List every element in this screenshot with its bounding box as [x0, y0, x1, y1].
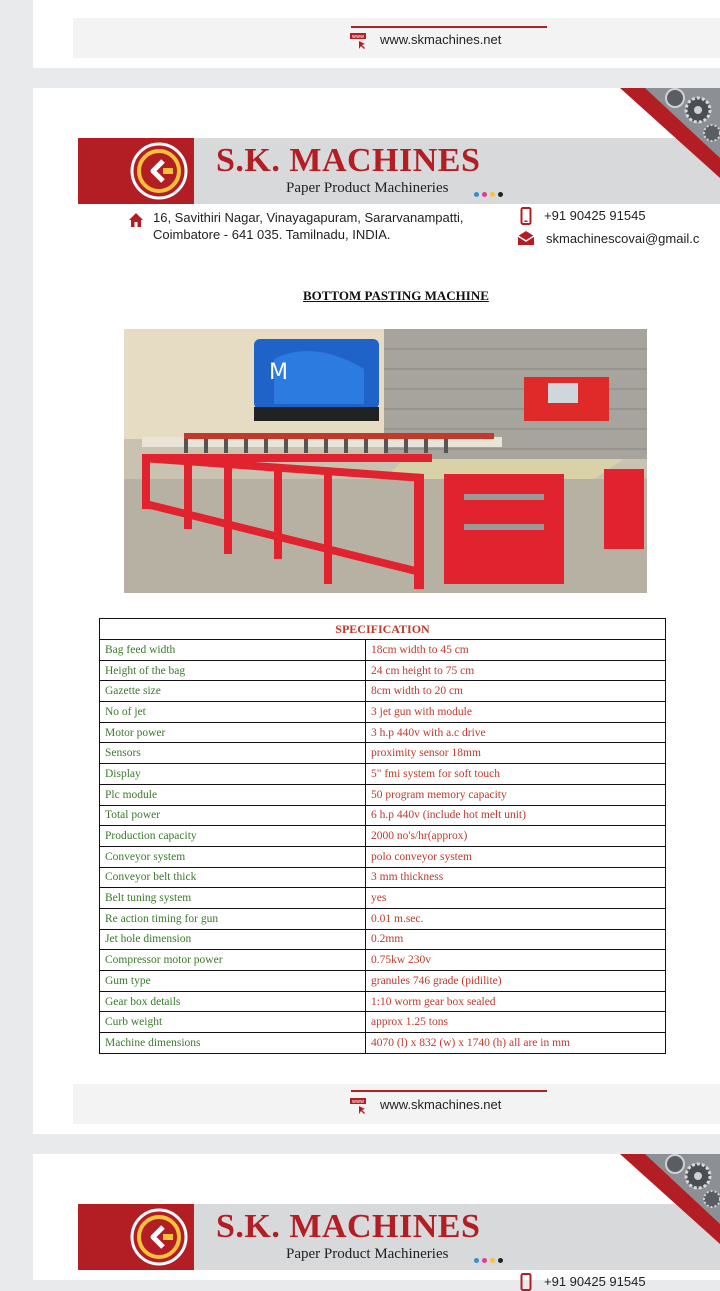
spec-label: Gazette size [100, 681, 366, 702]
spec-row [100, 764, 666, 785]
spec-row [100, 784, 666, 805]
svg-text:www: www [351, 34, 365, 40]
home-icon [128, 212, 144, 228]
spec-value: 0.01 m.sec. [366, 908, 666, 929]
tagline-dots [474, 1258, 503, 1263]
spec-row [100, 867, 666, 888]
spec-label: Gear box details [100, 991, 366, 1012]
spec-table [99, 618, 666, 1054]
spec-row [100, 702, 666, 723]
spec-label: Belt tuning system [100, 888, 366, 909]
spec-label: Curb weight [100, 1012, 366, 1033]
company-logo-icon [129, 1207, 189, 1267]
spec-value: 3 jet gun with module [366, 702, 666, 723]
document-title: BOTTOM PASTING MACHINE [303, 288, 489, 303]
spec-label: Motor power [100, 722, 366, 743]
spec-label: Plc module [100, 784, 366, 805]
spec-value: approx 1.25 tons [366, 1012, 666, 1033]
spec-header-row [100, 619, 666, 640]
company-phone[interactable]: +91 90425 91545 [544, 208, 646, 223]
spec-label: Display [100, 764, 366, 785]
svg-text:www: www [351, 1099, 365, 1105]
spec-row [100, 1012, 666, 1033]
spec-value: 24 cm height to 75 cm [366, 660, 666, 681]
page-2 [33, 88, 720, 1134]
spec-label: Total power [100, 805, 366, 826]
spec-row [100, 846, 666, 867]
spec-value: 5" fmi system for soft touch [366, 764, 666, 785]
spec-row [100, 929, 666, 950]
spec-row [100, 991, 666, 1012]
spec-value: 50 program memory capacity [366, 784, 666, 805]
spec-value: polo conveyor system [366, 846, 666, 867]
spec-label: Sensors [100, 743, 366, 764]
spec-value: 18cm width to 45 cm [366, 640, 666, 661]
footer-line [351, 1090, 547, 1092]
spec-value: 2000 no's/hr(approx) [366, 826, 666, 847]
page-3-top [33, 1154, 720, 1289]
company-name: S.K. MACHINES [216, 142, 481, 179]
spec-label: Jet hole dimension [100, 929, 366, 950]
company-name: S.K. MACHINES [216, 1208, 481, 1245]
tagline-dots [474, 192, 503, 197]
spec-label: Conveyor system [100, 846, 366, 867]
spec-row [100, 660, 666, 681]
footer-line [351, 26, 547, 28]
spec-value: 8cm width to 20 cm [366, 681, 666, 702]
page-1-bottom [33, 0, 720, 68]
web-icon [349, 31, 369, 51]
spec-row [100, 743, 666, 764]
company-logo-icon [129, 141, 189, 201]
spec-label: Compressor motor power [100, 950, 366, 971]
company-address [153, 209, 463, 243]
spec-value: 6 h.p 440v (include hot melt unit) [366, 805, 666, 826]
company-email[interactable]: skmachinescovai@gmail.c [546, 231, 700, 246]
spec-value: 0.2mm [366, 929, 666, 950]
gears-corner-icon [620, 1154, 720, 1244]
spec-row [100, 805, 666, 826]
spec-row [100, 640, 666, 661]
spec-value: 1:10 worm gear box sealed [366, 991, 666, 1012]
email-icon [517, 230, 535, 246]
spec-heading: SPECIFICATION [100, 619, 666, 640]
spec-label: No of jet [100, 702, 366, 723]
spec-row [100, 971, 666, 992]
spec-label: Re action timing for gun [100, 908, 366, 929]
spec-label: Conveyor belt thick [100, 867, 366, 888]
company-phone-partial[interactable]: +91 90425 91545 [544, 1274, 646, 1289]
spec-row [100, 1033, 666, 1054]
spec-label: Gum type [100, 971, 366, 992]
company-tagline: Paper Product Machineries [286, 1246, 449, 1262]
spec-label: Machine dimensions [100, 1033, 366, 1054]
spec-value: granules 746 grade (pidilite) [366, 971, 666, 992]
spec-row [100, 908, 666, 929]
spec-value: 0.75kw 230v [366, 950, 666, 971]
svg-text:M: M [269, 360, 288, 385]
spec-value: yes [366, 888, 666, 909]
spec-row [100, 722, 666, 743]
spec-row [100, 950, 666, 971]
machine-photo [124, 329, 647, 593]
spec-label: Bag feed width [100, 640, 366, 661]
footer-website[interactable]: www.skmachines.net [380, 32, 502, 47]
phone-icon [520, 207, 532, 225]
phone-icon [520, 1273, 532, 1291]
footer-website[interactable]: www.skmachines.net [380, 1097, 502, 1112]
spec-row [100, 888, 666, 909]
address-line-2: Coimbatore - 641 035. Tamilnadu, INDIA. [153, 227, 391, 242]
web-icon [349, 1096, 369, 1116]
spec-value: 4070 (l) x 832 (w) x 1740 (h) all are in mm [366, 1033, 666, 1054]
spec-label: Production capacity [100, 826, 366, 847]
gears-corner-icon [620, 88, 720, 178]
spec-label: Height of the bag [100, 660, 366, 681]
spec-value: proximity sensor 18mm [366, 743, 666, 764]
spec-value: 3 mm thickness [366, 867, 666, 888]
address-line-1: 16, Savithiri Nagar, Vinayagapuram, Sararvanampatti, [153, 210, 464, 225]
spec-row [100, 826, 666, 847]
spec-row [100, 681, 666, 702]
spec-value: 3 h.p 440v with a.c drive [366, 722, 666, 743]
company-tagline: Paper Product Machineries [286, 180, 449, 196]
